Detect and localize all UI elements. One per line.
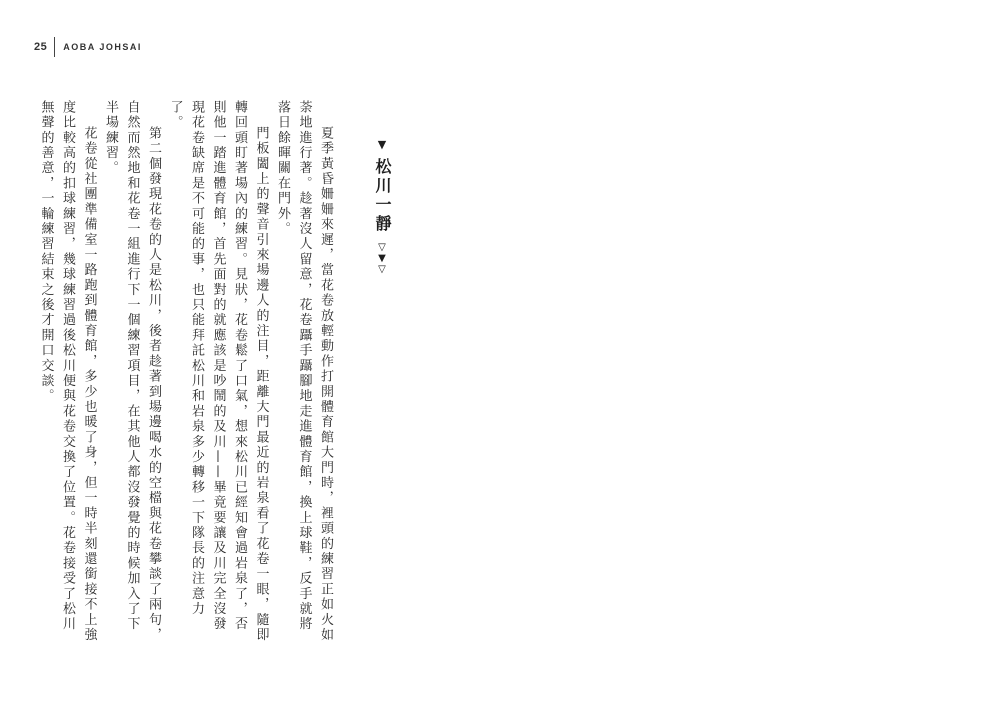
paragraph: 夏季黃昏姍姍來遲，當花卷放輕動作打開體育館大門時，裡頭的練習正如火如荼地進行著。趁著沒人留意，花卷躡手躡腳地走進體育館，換上球鞋，反手就將落日餘暉關在門外。	[275, 100, 333, 643]
triangle-outline-icon: ▽	[378, 264, 386, 275]
triangle-ornament	[378, 242, 386, 275]
triangle-down-icon: ▼	[377, 138, 387, 151]
running-head: AOBA JOHSAI	[63, 42, 142, 52]
chapter-title-text: 松川一靜	[373, 158, 392, 234]
paragraph: 門板闔上的聲音引來場邊人的注目，距離大門最近的岩泉看了花卷一眼，隨即轉回頭盯著場內的練習。見狀，花卷鬆了口氣，想來松川已經知會過岩泉了，否則他一踏進體育館，首先面對的就應該是吵鬧的及川——畢竟要讓及川完全沒發現花卷缺席是不可能的事，也只能拜託松川和岩泉多少轉移一下隊長的注意力了。	[167, 100, 269, 643]
chapter-title	[370, 138, 394, 275]
paragraph: 花卷從社團準備室一路跑到體育館，多少也暖了身，但一時半刻還銜接不上強度比較高的扣球練習，幾球練習過後松川便與花卷交換了位置。花卷接受了松川無聲的善意，一輪練習結束之後才開口交談。	[38, 100, 97, 643]
page-number: 25	[34, 41, 48, 53]
header-divider	[54, 37, 55, 57]
paragraph: 第二個發現花卷的人是松川，後者趁著到場邊喝水的空檔與花卷攀談了兩句，自然而然地和花卷一組進行下一個練習項目，在其他人都沒發覺的時候加入了下半場練習。	[103, 100, 161, 643]
page-header	[34, 36, 142, 58]
triangle-filled-icon: ▼	[378, 253, 386, 264]
body-text	[38, 100, 336, 645]
triangle-outline-icon: ▽	[378, 242, 386, 253]
